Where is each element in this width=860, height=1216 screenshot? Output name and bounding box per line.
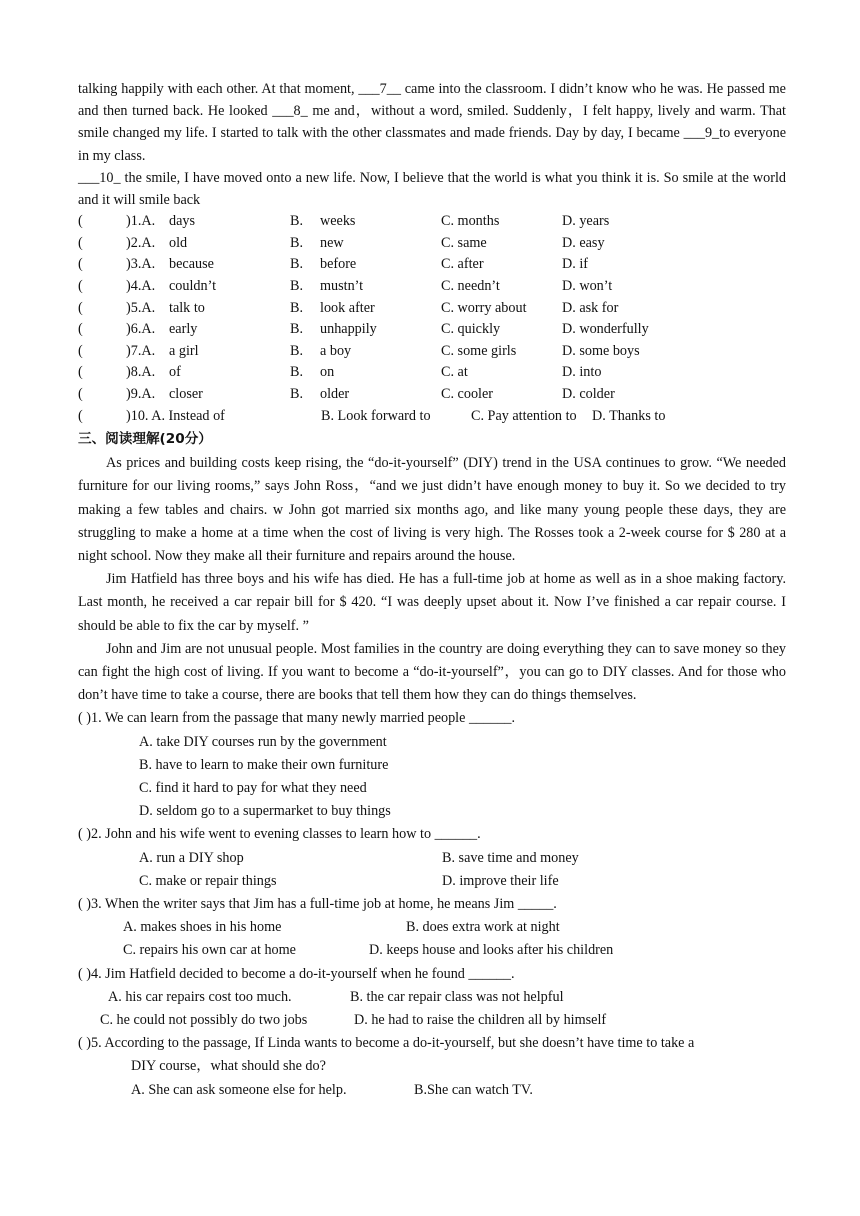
- reading-paragraph-2: Jim Hatfield has three boys and his wife has died. He has a full-time job at home as well as in a shoe making factory. Last month, he received a car repair bill for $ 420. “I was deeply upset about it. Now I’ve finished a car repair course. I should be able to fix the car by myself. ”: [78, 571, 786, 634]
- question-stem[interactable]: ( )5. According to the passage, If Linda wants to become a do-it-yourself, but she doesn’t have time to take a: [78, 1035, 695, 1052]
- option-a: A. his car repairs cost too much.: [108, 988, 292, 1005]
- option-c: C. find it hard to pay for what they need: [139, 780, 367, 796]
- cloze-question-10: [78, 406, 786, 428]
- cloze-question-4: [78, 276, 786, 298]
- option-b: a boy: [320, 342, 352, 359]
- option-b-label: B.: [290, 299, 304, 316]
- reading-question-1: [78, 707, 786, 823]
- question-number: )9.A.: [126, 385, 156, 402]
- question-stem[interactable]: ( )1. We can learn from the passage that many newly married people ______.: [78, 710, 516, 727]
- question-stem[interactable]: ( )2. John and his wife went to evening classes to learn how to ______.: [78, 826, 481, 843]
- option-a: A. run a DIY shop: [139, 849, 244, 866]
- question-number: )4.A.: [126, 278, 156, 294]
- reading-paragraph-1: As prices and building costs keep rising, the “do-it-yourself” (DIY) trend in the USA continues to grow. “We needed furniture for our living rooms,” says John Ross，“and we just didn’t have enough money to buy it. So we decided to try making a few tables and chairs. w John got married six months ago, and like many young people these days, they are struggling to make a home at a time when the cost of living is very high. The Rosses took a 2-week course for $ 280 at a night school. Now they make all their furniture and repairs around the house.: [78, 455, 786, 564]
- option-b: B.She can watch TV.: [414, 1081, 533, 1098]
- cloze-text-1: talking happily with each other. At that moment,: [78, 81, 359, 97]
- option-a: because: [169, 256, 214, 273]
- cloze-text-3: me and，without a word, smiled. Suddenly，I felt happy, lively and warm. That smile changed my life. I started to talk with the other classmates and made friends. Day by day, I became: [78, 103, 786, 142]
- option-b: B. does extra work at night: [406, 919, 560, 936]
- option-b: B. save time and money: [442, 849, 579, 866]
- option-b: B. have to learn to make their own furniture: [139, 756, 389, 773]
- cloze-question-9: [78, 384, 786, 406]
- option-c: C. he could not possibly do two jobs: [100, 1012, 308, 1029]
- question-number: )8.A.: [126, 364, 156, 381]
- question-number: )1.A.: [126, 213, 156, 230]
- option-d: D. won’t: [562, 278, 613, 294]
- option-b-label: B.: [290, 385, 304, 402]
- option-d: D. years: [562, 213, 610, 230]
- cloze-blank-10: ___10_: [78, 169, 121, 186]
- option-b-label: B.: [290, 213, 304, 230]
- option-b: new: [320, 234, 344, 251]
- option-a: A. take DIY courses run by the government: [139, 733, 387, 750]
- answer-paren[interactable]: (: [78, 234, 83, 251]
- cloze-blank-7: ___7__: [358, 81, 401, 97]
- option-a: of: [169, 364, 181, 381]
- option-d: D. some boys: [562, 342, 640, 359]
- question-number: )2.A.: [126, 234, 156, 251]
- answer-paren[interactable]: (: [78, 321, 83, 338]
- option-a: A. makes shoes in his home: [123, 919, 282, 936]
- answer-paren[interactable]: (: [78, 256, 83, 273]
- cloze-text-4: to everyone in my class.: [78, 125, 786, 164]
- option-b: mustn’t: [320, 278, 364, 294]
- question-stem[interactable]: ( )4. Jim Hatfield decided to become a do-it-yourself when he found ______.: [78, 965, 515, 982]
- option-c: C. worry about: [441, 299, 527, 316]
- answer-paren[interactable]: (: [78, 407, 83, 424]
- reading-question-3: [78, 893, 786, 963]
- question-number: )3.A.: [126, 256, 156, 273]
- option-a: )10. A. Instead of: [126, 407, 225, 424]
- option-c: C. needn’t: [441, 278, 500, 294]
- option-c: C. after: [441, 256, 484, 273]
- option-d: D. into: [562, 364, 602, 381]
- cloze-question-2: [78, 233, 786, 255]
- reading-question-4: [78, 963, 786, 1033]
- option-b: older: [320, 385, 350, 402]
- answer-paren[interactable]: (: [78, 385, 83, 402]
- cloze-passage-last-paragraph: [78, 167, 786, 211]
- option-c: C. quickly: [441, 321, 501, 338]
- option-a: a girl: [169, 342, 199, 359]
- question-number: )6.A.: [126, 321, 156, 338]
- option-c: C. cooler: [441, 385, 494, 402]
- option-d: D. wonderfully: [562, 321, 649, 338]
- cloze-blank-8: ___8_: [272, 103, 308, 120]
- option-b: before: [320, 256, 357, 273]
- option-b: unhappily: [320, 321, 377, 338]
- option-a: days: [169, 213, 196, 230]
- question-number: )5.A.: [126, 299, 156, 316]
- cloze-question-3: [78, 254, 786, 276]
- option-d: D. if: [562, 256, 589, 273]
- option-b: B. the car repair class was not helpful: [350, 988, 564, 1005]
- option-b: weeks: [320, 213, 356, 230]
- answer-paren[interactable]: (: [78, 278, 83, 294]
- answer-paren[interactable]: (: [78, 213, 83, 230]
- option-b-label: B.: [290, 321, 304, 338]
- option-b-label: B.: [290, 234, 304, 251]
- option-b: look after: [320, 299, 375, 316]
- option-a: old: [169, 234, 188, 251]
- option-b-label: B.: [290, 278, 304, 294]
- option-b-label: B.: [290, 342, 304, 359]
- question-stem-continued: DIY course，what should she do?: [131, 1058, 326, 1075]
- reading-question-5: [78, 1032, 786, 1102]
- cloze-text-5: the smile, I have moved onto a new life. Now, I believe that the world is what you think it is. So smile at the world and it will smile back: [78, 169, 786, 209]
- reading-question-2: [78, 823, 786, 893]
- option-c: C. same: [441, 234, 487, 251]
- option-b-label: B.: [290, 256, 304, 273]
- option-d: D. keeps house and looks after his children: [369, 942, 614, 959]
- answer-paren[interactable]: (: [78, 364, 83, 381]
- option-a: A. She can ask someone else for help.: [131, 1081, 347, 1098]
- option-a: closer: [169, 385, 203, 402]
- cloze-question-8: [78, 362, 786, 384]
- cloze-question-6: [78, 319, 786, 341]
- option-d: D. Thanks to: [592, 407, 666, 424]
- cloze-blank-9: ___9_: [683, 125, 720, 142]
- option-c: C. at: [441, 364, 468, 381]
- cloze-question-1: [78, 211, 786, 233]
- reading-paragraph-3: John and Jim are not unusual people. Most families in the country are doing everything they can to save money so they can fight the high cost of living. If you want to become a “do-it-yourself”，you can go to DIY classes. And for those who don’t have time to take a course, there are books that tell them how they can do things themselves.: [78, 640, 786, 704]
- cloze-options: [78, 211, 786, 405]
- section-3-heading: 三、阅读理解(20分）: [78, 431, 212, 448]
- cloze-passage-end: [78, 78, 786, 167]
- option-d: D. improve their life: [442, 872, 559, 889]
- option-c: C. repairs his own car at home: [123, 942, 296, 959]
- option-a: couldn’t: [169, 278, 217, 294]
- option-d: D. easy: [562, 234, 605, 251]
- question-number: )7.A.: [126, 342, 156, 359]
- option-c: C. Pay attention to: [471, 407, 577, 424]
- answer-paren[interactable]: (: [78, 299, 83, 316]
- option-d: D. he had to raise the children all by himself: [354, 1012, 607, 1029]
- option-d: D. colder: [562, 385, 615, 402]
- option-b: B. Look forward to: [321, 407, 431, 424]
- exam-page: [78, 78, 786, 1102]
- cloze-question-5: [78, 298, 786, 320]
- option-b: on: [320, 364, 335, 381]
- option-a: early: [169, 321, 198, 338]
- option-d: D. ask for: [562, 299, 619, 316]
- option-c: C. months: [441, 213, 500, 230]
- option-d: D. seldom go to a supermarket to buy things: [139, 803, 391, 820]
- option-b-label: B.: [290, 364, 304, 381]
- cloze-text-2: came into the classroom. I didn’t know who he was. He passed me and then turned back. He looked: [78, 81, 786, 120]
- option-a: talk to: [169, 299, 205, 316]
- cloze-question-7: [78, 341, 786, 363]
- option-c: C. some girls: [441, 342, 517, 359]
- answer-paren[interactable]: (: [78, 342, 83, 359]
- question-stem[interactable]: ( )3. When the writer says that Jim has a full-time job at home, he means Jim _____.: [78, 896, 557, 913]
- option-c: C. make or repair things: [139, 872, 277, 889]
